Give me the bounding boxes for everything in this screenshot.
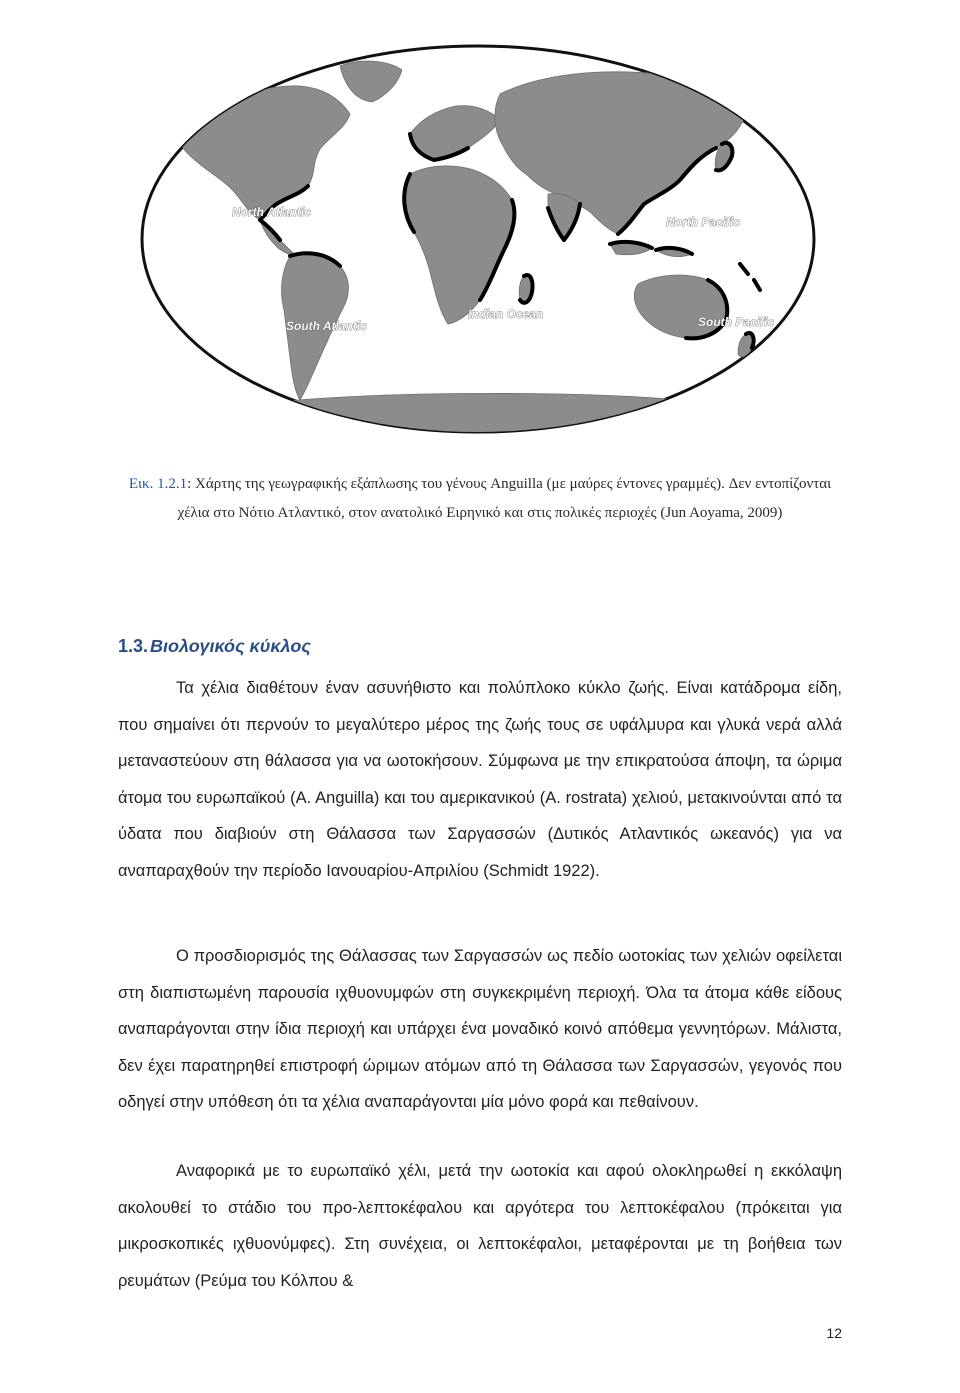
figure-caption	[120, 470, 840, 528]
paragraph-2	[118, 938, 842, 1121]
label-indian-ocean: Indian Ocean	[468, 307, 544, 321]
paragraph-3	[118, 1153, 842, 1299]
label-south-pacific: South Pacific	[698, 315, 775, 329]
section-heading	[118, 636, 311, 657]
paragraph-1	[118, 670, 842, 889]
world-map-figure	[140, 44, 816, 434]
label-north-pacific: North Pacific	[666, 215, 741, 229]
landmass-antarctica	[160, 393, 800, 434]
section-title: Βιολογικός κύκλος	[150, 636, 311, 656]
paragraph-2-text: Ο προσδιορισμός της Θάλασσας των Σαργασσών ως πεδίο ωοτοκίας των χελιών οφείλεται στη διαπιστωμένη παρουσία ιχθυονυμφών στη συγκεκριμένη περιοχή. Όλα τα άτομα κάθε είδους αναπαράγονται στην ίδια περιοχή και υπάρχει ένα μοναδικό κοινό απόθεμα γεννητόρων. Μάλιστα, δεν έχει παρατηρηθεί επιστροφή ώριμων ατόμων από τη Θάλασσα των Σαργασσών, γεγονός που οδηγεί στην υπόθεση ότι τα χέλια αναπαράγονται μία μόνο φορά και πεθαίνουν.	[118, 947, 842, 1111]
label-north-atlantic: North Atlantic	[232, 205, 311, 219]
page-number: 12	[826, 1325, 842, 1341]
paragraph-3-text: Αναφορικά με το ευρωπαϊκό χέλι, μετά την ωοτοκία και αφού ολοκληρωθεί η εκκόλαψη ακολουθεί το στάδιο του προ-λεπτοκέφαλου και αργότερα του λεπτοκέφαλου (πρόκειται για μικροσκοπικές ιχθυονύμφες). Στη συνέχεια, οι λεπτοκέφαλοι, μεταφέρονται με τη βοήθεια των ρευμάτων (Ρεύμα του Κόλπου &	[118, 1162, 842, 1290]
label-south-atlantic: South Atlantic	[286, 319, 367, 333]
anguilla-distribution-map	[140, 44, 816, 434]
figure-caption-text: : Χάρτης της γεωγραφικής εξάπλωσης του γένους Anguilla (με μαύρες έντονες γραμμές). Δεν εντοπίζονται χέλια στο Νότιο Ατλαντικό, στον ανατολικό Ειρηνικό και στις πολικές περιοχές (Jun Aoyama, 2009)	[177, 476, 832, 521]
figure-reference: Εικ. 1.2.1	[128, 476, 188, 492]
paragraph-1-text: Τα χέλια διαθέτουν έναν ασυνήθιστο και πολύπλοκο κύκλο ζωής. Είναι κατάδρομα είδη, που σημαίνει ότι περνούν το μεγαλύτερο μέρος της ζωής τους σε υφάλμυρα και γλυκά νερά αλλά μεταναστεύουν στη θάλασσα για να ωοτοκήσουν. Σύμφωνα με την επικρατούσα άποψη, τα ώριμα άτομα του ευρωπαϊκού (A. Anguilla) και του αμερικανικού (A. rostrata) χελιού, μετακινούνται από τα ύδατα που διαβιούν στη Θάλασσα των Σαργασσών (Δυτικός Ατλαντικός ωκεανός) για να αναπαραχθούν την περίοδο Ιανουαρίου-Απριλίου (Schmidt 1922).	[118, 679, 842, 880]
section-number: 1.3.	[118, 636, 149, 656]
